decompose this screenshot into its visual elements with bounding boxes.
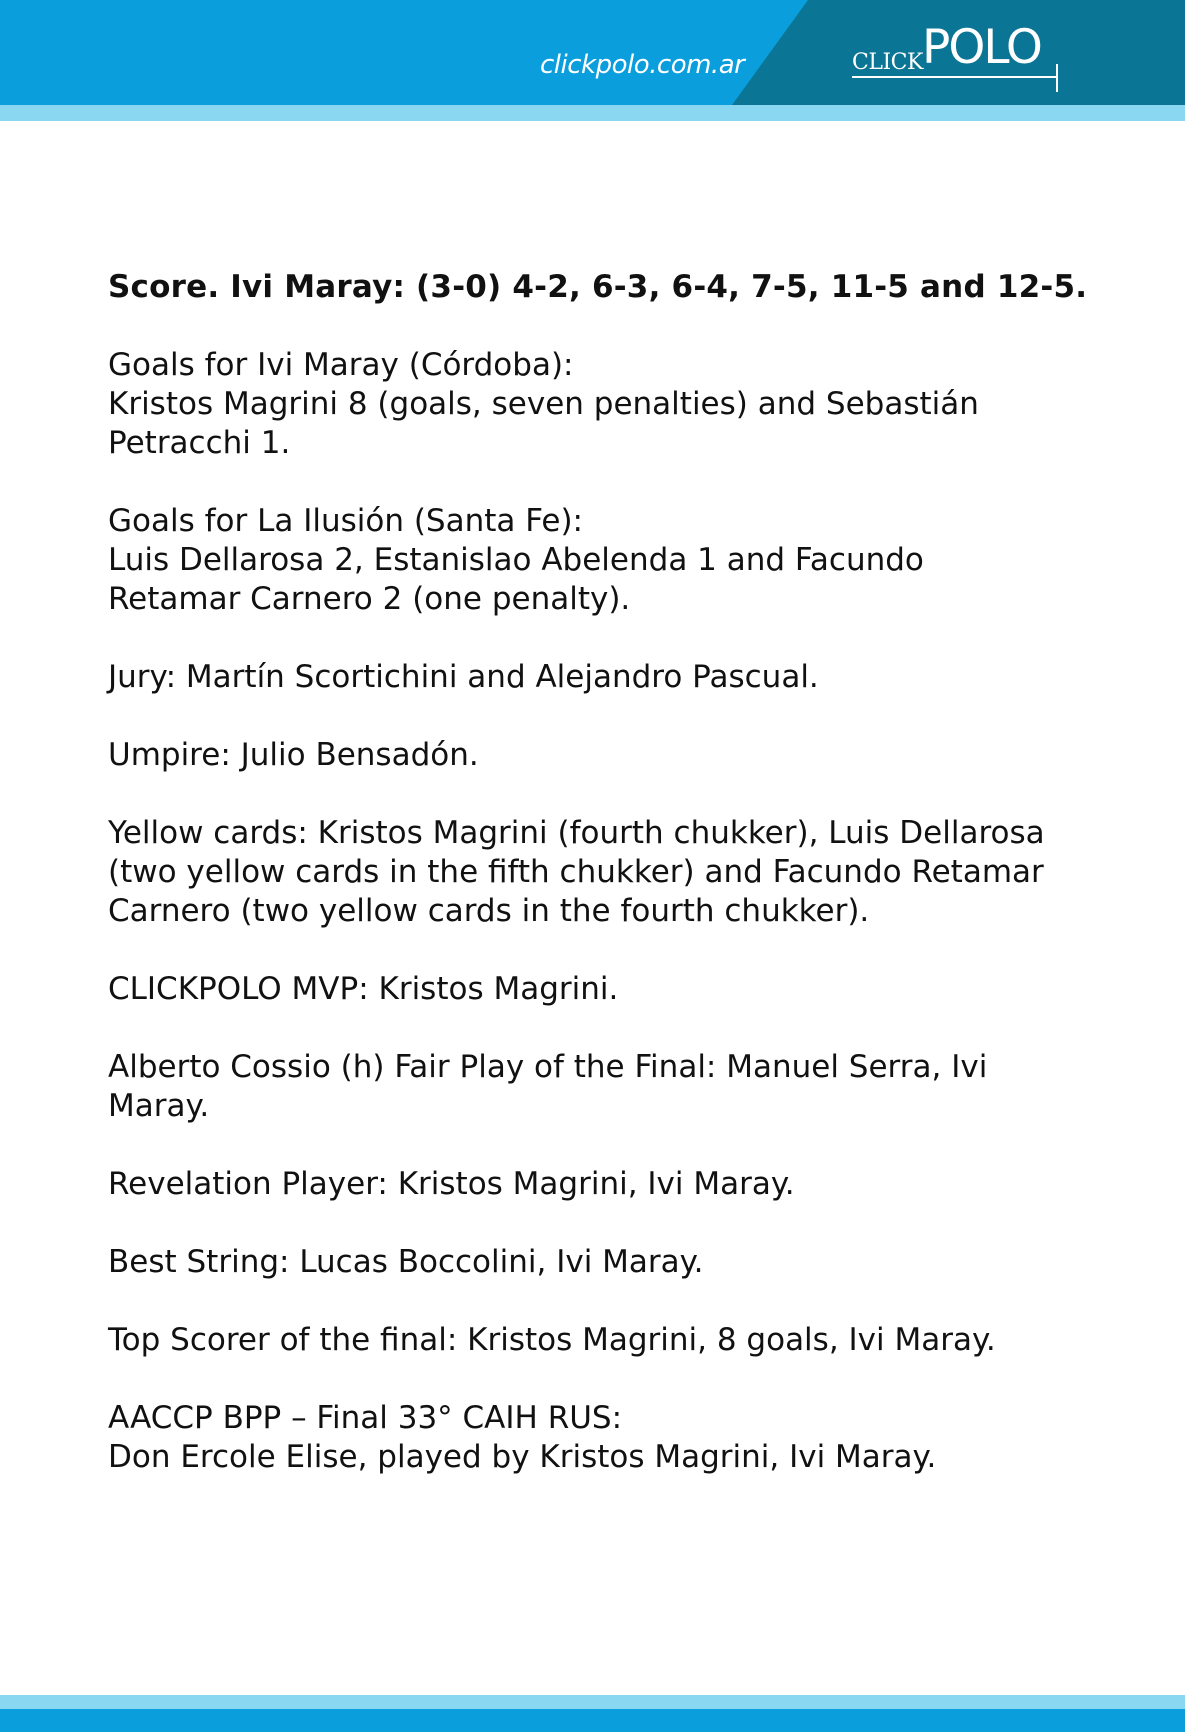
bpp-paragraph — [108, 1399, 1108, 1477]
text-line: (two yellow cards in the fifth chukker) and Facundo Retamar — [108, 854, 1044, 890]
text-line: Carnero (two yellow cards in the fourth chukker). — [108, 893, 870, 929]
clickpolo-logo[interactable] — [852, 20, 1062, 92]
text-line: Best String: Lucas Boccolini, Ivi Maray. — [108, 1244, 704, 1280]
best-string-paragraph — [108, 1243, 1108, 1282]
top-scorer-paragraph — [108, 1321, 1108, 1360]
mvp-paragraph — [108, 970, 1108, 1009]
logo-tick — [1056, 64, 1058, 92]
score-paragraph — [108, 268, 1108, 307]
text-line: Score. Ivi Maray: (3-0) 4-2, 6-3, 6-4, 7-5, 11-5 and 12-5. — [108, 269, 1088, 305]
logo-polo-text: POLO — [922, 20, 1041, 75]
text-line: Kristos Magrini 8 (goals, seven penalties) and Sebastián — [108, 386, 979, 422]
umpire-paragraph — [108, 736, 1108, 775]
goals-ivi-maray-paragraph — [108, 346, 1108, 463]
logo-underline — [852, 76, 1056, 78]
revelation-player-paragraph — [108, 1165, 1108, 1204]
text-line: Alberto Cossio (h) Fair Play of the Final: Manuel Serra, Ivi — [108, 1049, 988, 1085]
text-line: Yellow cards: Kristos Magrini (fourth chukker), Luis Dellarosa — [108, 815, 1045, 851]
text-line: Maray. — [108, 1088, 210, 1124]
text-line: Goals for Ivi Maray (Córdoba): — [108, 347, 574, 383]
text-line: Revelation Player: Kristos Magrini, Ivi Maray. — [108, 1166, 795, 1202]
text-line: Top Scorer of the final: Kristos Magrini, 8 goals, Ivi Maray. — [108, 1322, 996, 1358]
goals-la-ilusion-paragraph — [108, 502, 1108, 619]
text-line: Don Ercole Elise, played by Kristos Magrini, Ivi Maray. — [108, 1439, 937, 1475]
text-line: Retamar Carnero 2 (one penalty). — [108, 581, 631, 617]
text-line: Petracchi 1. — [108, 425, 291, 461]
page-footer — [0, 1709, 1185, 1732]
yellow-cards-paragraph — [108, 814, 1108, 931]
fair-play-paragraph — [108, 1048, 1108, 1126]
logo-click-text: CLICK — [852, 50, 923, 75]
header-accent-band — [0, 105, 1185, 121]
text-line: Jury: Martín Scortichini and Alejandro Pascual. — [108, 659, 819, 695]
site-url-link[interactable]: clickpolo.com.ar — [540, 50, 745, 80]
text-line: Umpire: Julio Bensadón. — [108, 737, 479, 773]
text-line: CLICKPOLO MVP: Kristos Magrini. — [108, 971, 619, 1007]
results-body — [108, 268, 1108, 1516]
text-line: AACCP BPP – Final 33° CAIH RUS: — [108, 1400, 623, 1436]
page-header — [0, 0, 1185, 105]
jury-paragraph — [108, 658, 1108, 697]
text-line: Luis Dellarosa 2, Estanislao Abelenda 1 and Facundo — [108, 542, 924, 578]
footer-accent-band — [0, 1695, 1185, 1709]
text-line: Goals for La Ilusión (Santa Fe): — [108, 503, 584, 539]
